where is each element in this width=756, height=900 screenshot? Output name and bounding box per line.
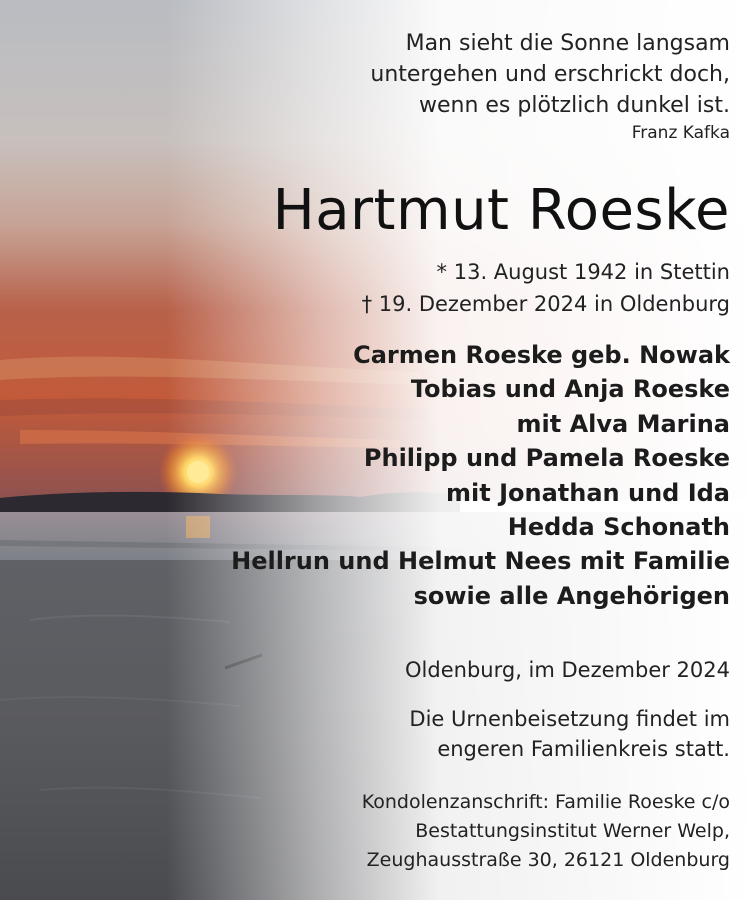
condolence-address xyxy=(362,788,730,875)
quote-line: untergehen und erschrickt doch, xyxy=(370,62,730,87)
condolence-line: Bestattungsinstitut Werner Welp, xyxy=(415,820,730,842)
mourners-list xyxy=(231,338,730,613)
life-dates xyxy=(362,256,730,320)
mourner-line: Carmen Roeske geb. Nowak xyxy=(353,341,730,369)
quote-line: wenn es plötzlich dunkel ist. xyxy=(418,93,730,118)
birth-date: * 13. August 1942 in Stettin xyxy=(436,260,730,284)
burial-notice xyxy=(409,704,730,764)
mourner-line: mit Jonathan und Ida xyxy=(446,478,730,507)
deceased-name: Hartmut Roeske xyxy=(272,178,730,243)
burial-line: Die Urnenbeisetzung findet im xyxy=(409,707,730,731)
quote-author: Franz Kafka xyxy=(631,123,730,143)
quote-line: Man sieht die Sonne langsam xyxy=(405,31,730,56)
mourner-line: mit Alva Marina xyxy=(516,409,730,438)
condolence-line: Kondolenzanschrift: Familie Roeske c/o xyxy=(361,791,730,813)
mourner-line: Tobias und Anja Roeske xyxy=(410,375,730,404)
mourner-line: Hedda Schonath xyxy=(507,513,730,542)
mourner-line: Hellrun und Helmut Nees mit Familie xyxy=(231,547,730,576)
burial-line: engeren Familienkreis statt. xyxy=(437,737,730,761)
condolence-line: Zeughausstraße 30, 26121 Oldenburg xyxy=(366,849,730,871)
death-date: † 19. Dezember 2024 in Oldenburg xyxy=(361,292,730,316)
mourner-line: sowie alle Angehörigen xyxy=(413,581,730,610)
mourner-line: Philipp und Pamela Roeske xyxy=(363,444,730,473)
quote-block xyxy=(370,28,730,145)
place-date: Oldenburg, im Dezember 2024 xyxy=(405,658,730,682)
